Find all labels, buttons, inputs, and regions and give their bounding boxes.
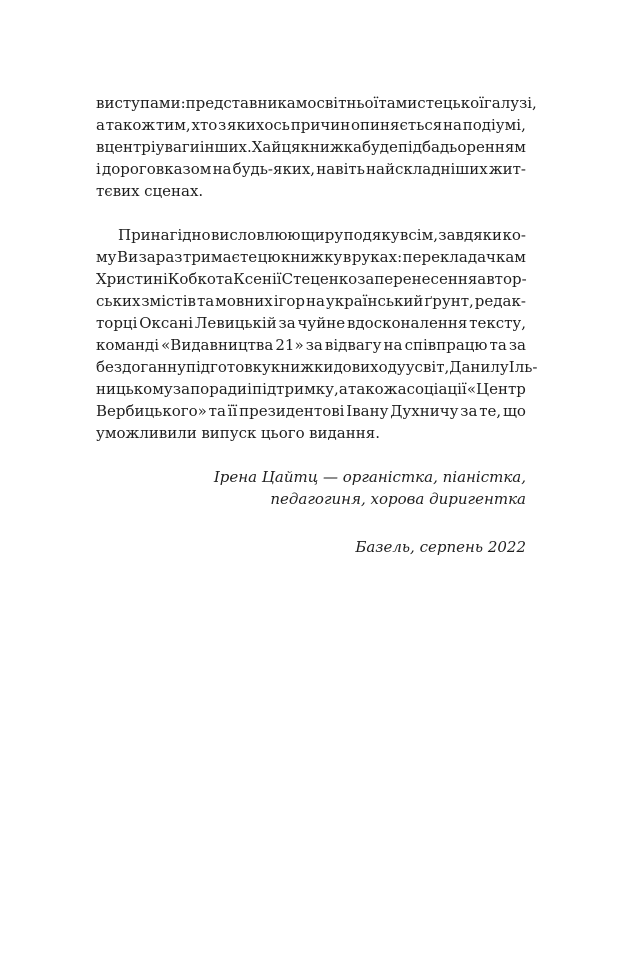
- text-line: Вербицького» та її президентові Івану Духничу за те, що: [96, 402, 526, 420]
- signature-line-1: Ірена Цайтц — органістка, піаністка,: [213, 468, 526, 486]
- text-line: а також тим, хто з якихось причин опиняється на подіумі,: [96, 116, 526, 134]
- text-line: уможливили випуск цього видання.: [96, 424, 380, 442]
- text-line: ницькому за поради і підтримку, а також асоціації «Центр: [96, 380, 526, 398]
- text-line: бездоганну підготовку книжки до виходу у світ, Данилу Іль-: [96, 358, 538, 376]
- text-line: тєвих сценах.: [96, 182, 204, 200]
- text-line: в центрі уваги інших. Хай ця книжка буде підбадьоренням: [96, 138, 526, 156]
- text-line: му Ви зараз тримаєте цю книжку в руках: перекладачкам: [96, 248, 526, 266]
- text-line: і дороговказом на будь-яких, навіть найскладніших жит-: [96, 160, 526, 178]
- signature-line-2: педагогиня, хорова диригентка: [270, 490, 526, 508]
- text-line: Принагідно висловлюю щиру подяку всім, завдяки ко-: [118, 226, 526, 244]
- paragraph-1: [96, 92, 537, 202]
- author-signature: [214, 466, 526, 510]
- place-and-date: Базель, серпень 2022: [355, 538, 526, 556]
- text-line: виступами: представникам освітньої та мистецької галузі,: [96, 94, 537, 112]
- text-line: торці Оксані Левицькій за чуйне вдосконалення тексту,: [96, 314, 526, 332]
- text-line: Христині Кобко та Ксенії Стеценко за перенесення автор-: [96, 270, 527, 288]
- text-line: ських змістів та мовних ігор на український ґрунт, редак-: [96, 292, 526, 310]
- paragraph-2: [96, 224, 538, 444]
- text-line: команді «Видавництва 21» за відвагу на співпрацю та за: [96, 336, 526, 354]
